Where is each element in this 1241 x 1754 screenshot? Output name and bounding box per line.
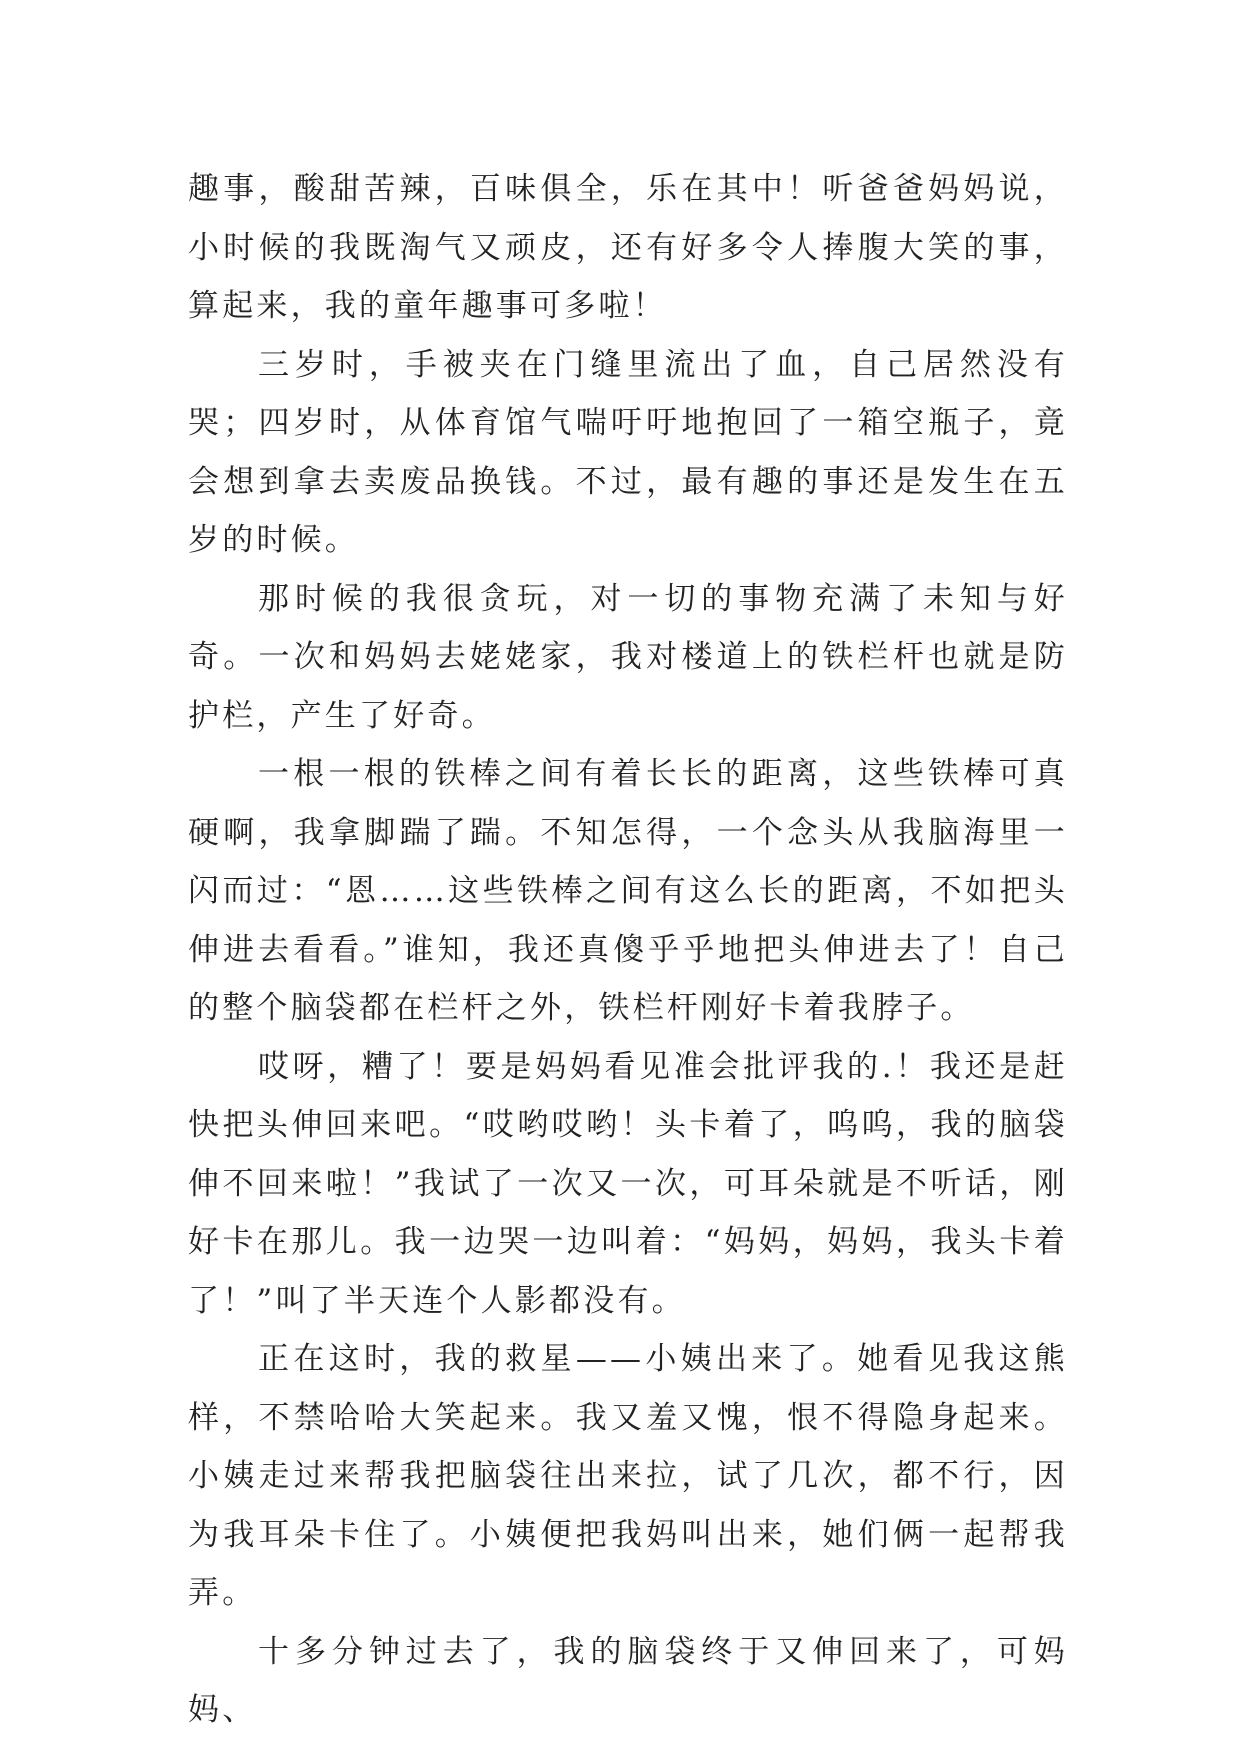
paragraph: 那时候的我很贪玩，对一切的事物充满了未知与好奇。一次和妈妈去姥姥家，我对楼道上的铁栏杆也就是防护栏，产生了好奇。 <box>188 580 1068 734</box>
paragraph: 正在这时，我的救星——小姨出来了。她看见我这熊样，不禁哈哈大笑起来。我又羞又愧，恨不得隐身起来。小姨走过来帮我把脑袋往出来拉，试了几次，都不行，因为我耳朵卡住了。小姨便把我妈叫出来，她们俩一起帮我弄。 <box>188 1341 1068 1611</box>
paragraph: 一根一根的铁棒之间有着长长的距离，这些铁棒可真硬啊，我拿脚踹了踹。不知怎得，一个念头从我脑海里一闪而过：“恩……这些铁棒之间有这么长的距离，不如把头伸进去看看。”谁知，我还真傻乎乎地把头伸进去了！自己的整个脑袋都在栏杆之外，铁栏杆刚好卡着我脖子。 <box>188 756 1068 1026</box>
document-body <box>188 160 1068 1740</box>
paragraph: 十多分钟过去了，我的脑袋终于又伸回来了，可妈妈、 <box>188 1633 1068 1728</box>
paragraph: 哎呀，糟了！要是妈妈看见准会批评我的.！我还是赶快把头伸回来吧。“哎哟哎哟！头卡着了，呜呜，我的脑袋伸不回来啦！”我试了一次又一次，可耳朵就是不听话，刚好卡在那儿。我一边哭一边叫着：“妈妈，妈妈，我头卡着了！”叫了半天连个人影都没有。 <box>188 1048 1068 1319</box>
paragraph: 趣事，酸甜苦辣，百味俱全，乐在其中！听爸爸妈妈说，小时候的我既淘气又顽皮，还有好多令人捧腹大笑的事，算起来，我的童年趣事可多啦！ <box>188 171 1068 324</box>
paragraph: 三岁时，手被夹在门缝里流出了血，自己居然没有哭；四岁时，从体育馆气喘吁吁地抱回了一箱空瓶子，竟会想到拿去卖废品换钱。不过，最有趣的事还是发生在五岁的时候。 <box>188 346 1068 558</box>
